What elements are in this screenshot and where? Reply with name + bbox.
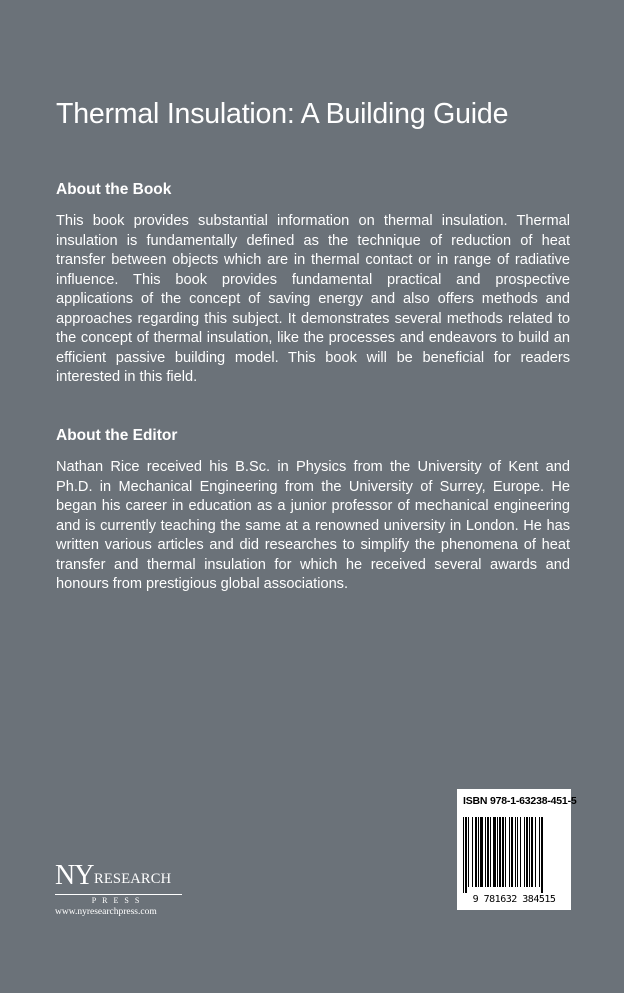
- barcode-bar: [511, 817, 513, 887]
- logo-research: RESEARCH: [94, 871, 172, 887]
- barcode-bar: [509, 817, 510, 887]
- barcode-bar: [505, 817, 506, 887]
- barcode-bar: [535, 817, 536, 887]
- barcode-icon: [461, 817, 567, 893]
- barcode-bar: [541, 817, 543, 893]
- barcode-bar: [480, 817, 483, 887]
- barcode-bar: [493, 817, 496, 887]
- logo-divider: [55, 894, 182, 895]
- barcode-bar: [497, 817, 498, 887]
- barcode-bar: [463, 817, 464, 893]
- barcode-bar: [468, 817, 469, 887]
- barcode-bar: [478, 817, 479, 887]
- barcode-bar: [531, 817, 533, 887]
- barcode-bar: [520, 817, 521, 887]
- publisher-logo: [55, 860, 195, 924]
- barcode-bar: [524, 817, 525, 887]
- barcode-bar: [515, 817, 516, 887]
- barcode-bar: [472, 817, 473, 887]
- book-title: Thermal Insulation: A Building Guide: [56, 98, 509, 130]
- barcode-bar: [539, 817, 540, 887]
- about-book-heading: About the Book: [56, 181, 172, 198]
- barcode-bar: [529, 817, 530, 887]
- about-editor-heading: About the Editor: [56, 427, 178, 444]
- about-editor-text: Nathan Rice received his B.Sc. in Physics from the University of Kent and Ph.D. in Mechanical Engineering from the University of Surrey, Europe. He began his career in education as a junior professor of mechanical engineering and is currently teaching the same at a renowned university in London. He has written various articles and did researches to simplify the phenomena of heat transfer and thermal insulation for which he received several awards and honours from prestigious global associations.: [56, 459, 570, 592]
- barcode-bar: [517, 817, 518, 887]
- barcode-box: [457, 789, 577, 910]
- barcode-bar: [526, 817, 528, 887]
- isbn-label: ISBN 978-1-63238-451-5: [463, 795, 577, 807]
- barcode-bar: [475, 817, 477, 887]
- publisher-url: www.nyresearchpress.com: [55, 907, 157, 917]
- barcode-bar: [490, 817, 491, 887]
- barcode-bar: [499, 817, 501, 887]
- logo-ny: NY: [55, 860, 94, 891]
- barcode-bar: [487, 817, 489, 887]
- about-book-text: This book provides substantial information on thermal insulation. Thermal insulation is fundamentally defined as the technique of reduction of heat transfer between objects which are in thermal contact or in range of radiative influence. This book provides fundamental practical and prospective applications of the concept of saving energy and also offers methods and approaches regarding this subject. It demonstrates several methods related to the concept of thermal insulation, like the processes and endeavors to build an efficient passive building model. This book will be beneficial for readers interested in this field.: [56, 213, 570, 385]
- logo-press: PRESS: [91, 896, 146, 905]
- barcode-bar: [485, 817, 486, 887]
- barcode-bar: [502, 817, 504, 887]
- barcode-bar: [465, 817, 467, 893]
- barcode-digits: 9 781632 384515: [472, 894, 556, 905]
